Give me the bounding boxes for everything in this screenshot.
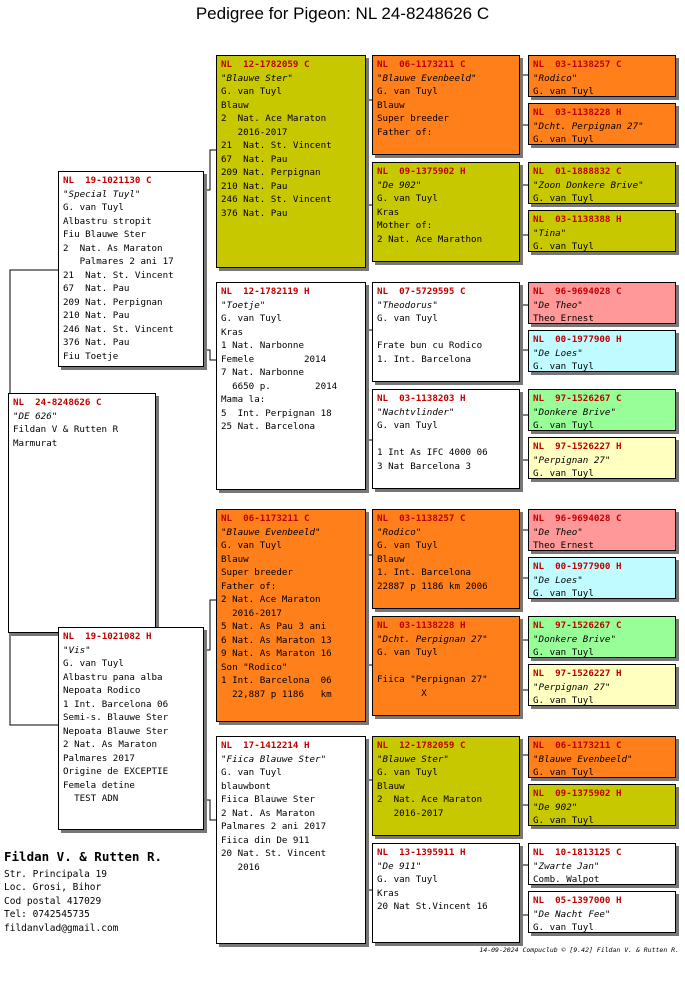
ssds-box[interactable] [528,162,676,204]
ring-number: NL 06-1173211 C [221,513,310,524]
breeder-name: G. van Tuyl [63,658,124,669]
ring-number: NL 12-1782119 H [221,286,310,297]
info-line: 67 Nat. Pau [221,153,288,165]
info-line: 20 Nat St.Vincent 16 [377,901,488,912]
sddd-box[interactable] [528,437,676,479]
breeder-name: G. van Tuyl [533,86,594,97]
info-line: 22887 p 1186 km 2006 [377,580,488,592]
breeder-name: G. van Tuyl [533,468,594,479]
breeder-name: Theo Ernest [533,313,594,324]
info-line: 67 Nat. Pau [63,283,130,294]
ring-number: NL 03-1138228 H [377,620,466,631]
info-line: 21 Nat. St. Vincent [63,269,174,281]
dss-box[interactable] [372,509,520,609]
dsd-box[interactable] [372,616,520,716]
owner-line: Cod postal 417029 [4,895,102,907]
info-line: Blauw [377,553,405,565]
ring-number: NL 24-8248626 C [13,397,102,408]
info-line: 2016 [221,861,260,873]
breeder-name: G. van Tuyl [221,86,282,97]
ring-number: NL 97-1526267 C [533,620,622,631]
breeder-name: G. van Tuyl [533,815,594,826]
info-line: 1 Nat. Narbonne [221,340,304,351]
info-line: Palmares 2017 [63,752,135,764]
info-line: Kras [377,206,400,218]
page-title: Pedigree for Pigeon: NL 24-8248626 C [195,4,490,23]
dddd-box[interactable] [528,891,676,933]
breeder-name: G. van Tuyl [63,202,124,213]
info-line: 2016-2017 [221,607,282,619]
owner-name: Fildan V. & Rutten R. [4,849,163,864]
owner-line: Str. Principala 19 [4,868,107,880]
sdds-box[interactable] [528,389,676,431]
sdsd-box[interactable] [528,330,676,372]
pigeon-name: "Perpignan 27" [533,454,611,466]
info-line: Mother of: [377,220,433,231]
pigeon-name: "De Theo" [533,526,583,538]
info-line: 209 Nat. Perpignan [63,296,163,308]
breeder-name: G. van Tuyl [377,647,438,658]
info-line: Frate bun cu Rodico [377,340,483,351]
pigeon-name: "Rodico" [377,526,422,538]
info-line: blauwbont [221,780,271,792]
sd-box[interactable] [216,282,366,490]
ring-number: NL 00-1977900 H [533,334,622,345]
info-line: 3 Nat Barcelona 3 [377,460,472,472]
breeder-name: G. van Tuyl [377,767,438,778]
info-line: Mama la: [221,394,266,405]
info-line: X [377,687,427,699]
pigeon-name: "Blauwe Evenbeeld" [533,753,633,765]
ss-box[interactable] [216,55,366,268]
dam-box[interactable] [58,627,204,830]
info-line: Fiica Blauwe Ster [221,794,316,805]
breeder-name: G. van Tuyl [377,540,438,551]
info-line: 2 Nat. Ace Maraton [221,594,321,605]
info-line: Kras [221,326,244,338]
ring-number: NL 10-1813125 C [533,847,622,858]
breeder-name: G. van Tuyl [533,193,594,204]
info-line: Super breeder [221,567,293,578]
ring-number: NL 96-9694028 C [533,286,622,297]
info-line: 2 Nat. Ace Marathon [377,233,483,245]
pigeon-name: "Donkere Brive" [533,633,616,645]
ring-number: NL 09-1375902 H [533,788,622,799]
ring-number: NL 03-1138257 C [533,59,622,70]
info-line: 5 Int. Perpignan 18 [221,407,332,419]
breeder-name: G. van Tuyl [533,695,594,706]
info-line: Origine de EXCEPTIE [63,766,169,777]
breeder-name: G. van Tuyl [377,313,438,324]
pigeon-name: "Nachtvlinder" [377,406,455,418]
ring-number: NL 13-1395911 H [377,847,466,858]
info-line: 6 Nat. As Maraton 13 [221,634,332,646]
dsss-box[interactable] [528,509,676,551]
info-line: 2 Nat. As Maraton [221,807,316,819]
info-line: Blauw [377,780,405,792]
breeder-name: G. van Tuyl [377,86,438,97]
info-line: 2 Nat. As Maraton [63,242,163,254]
breeder-name: G. van Tuyl [377,193,438,204]
info-line: 2 Nat. Ace Maraton [377,794,483,805]
info-line: 1. Int. Barcelona [377,353,472,365]
info-line: Femele 2014 [221,353,327,365]
breeder-name: G. van Tuyl [377,874,438,885]
dd-box[interactable] [216,736,366,944]
breeder-name: Fildan V & Rutten R [13,424,119,435]
pigeon-name: "Donkere Brive" [533,406,616,418]
pigeon-name: "Blauwe Evenbeeld" [377,72,477,84]
info-line: Nepoata Blauwe Ster [63,725,169,737]
dssd-box[interactable] [528,557,676,599]
ring-number: NL 06-1173211 C [377,59,466,70]
subject-box[interactable] [8,393,156,633]
ring-number: NL 06-1173211 C [533,740,622,751]
pigeon-name: "Toetje" [221,299,266,311]
info-line: 25 Nat. Barcelona [221,421,316,432]
pigeon-name: "Rodico" [533,72,578,84]
pigeon-name: "Tina" [533,227,567,239]
info-line: 2016-2017 [221,126,288,138]
info-line [377,660,515,674]
pigeon-name: "Dcht. Perpignan 27" [377,633,488,645]
ring-number: NL 00-1977900 H [533,561,622,572]
ring-number: NL 19-1021130 C [63,175,152,186]
breeder-name: G. van Tuyl [377,420,438,431]
owner-line: Tel: 0742545735 [4,909,90,920]
dsds-box[interactable] [528,616,676,658]
info-line: Blauw [221,553,249,565]
info-line: Father of: [377,126,433,138]
info-line: Fiu Toetje [63,350,119,362]
breeder-name: G. van Tuyl [533,361,594,372]
breeder-name: G. van Tuyl [533,922,594,933]
info-line: Father of: [221,580,277,592]
ring-number: NL 07-5729595 C [377,286,466,297]
info-line: Femela detine [63,779,135,791]
ddd-box[interactable] [372,843,520,943]
info-line: Fiica din De 911 [221,834,310,846]
pigeon-name: "De Loes" [533,347,583,359]
info-line [377,433,515,447]
info-line: Fiu Blauwe Ster [63,229,146,240]
info-line: Palmares 2 ani 17 [63,256,174,267]
ring-number: NL 17-1412214 H [221,740,310,751]
info-line: 2 Nat. Ace Maraton [221,113,327,124]
breeder-name: G. van Tuyl [533,241,594,252]
pigeon-name: "Dcht. Perpignan 27" [533,120,644,132]
info-line: 246 Nat. St. Vincent [63,323,174,335]
info-line: 1 Int. Barcelona 06 [63,698,169,710]
pigeon-name: "Special Tuyl" [63,188,141,200]
info-line: Blauw [377,99,405,111]
pigeon-name: "Blauwe Ster" [221,72,293,84]
breeder-name: G. van Tuyl [221,767,282,778]
info-line: 7 Nat. Narbonne [221,367,304,378]
sdd-box[interactable] [372,389,520,489]
info-line: 22,887 p 1186 km [221,688,332,700]
info-line: 2 Nat. As Maraton [63,739,158,750]
pigeon-name: "De Nacht Fee" [533,908,611,920]
ring-number: NL 03-1138228 H [533,107,622,118]
info-line: 376 Nat. Pau [221,207,288,219]
pigeon-name: "Vis" [63,644,91,656]
breeder-name: Theo Ernest [533,540,594,551]
ring-number: NL 03-1138203 H [377,393,466,404]
pigeon-name: "Blauwe Evenbeeld" [221,526,321,538]
info-line: 5 Nat. As Pau 3 ani [221,621,327,632]
owner-email: fildanvlad@gmail.com [4,922,119,934]
info-line: 9 Nat. As Maraton 16 [221,648,332,659]
ring-number: NL 01-1888832 C [533,166,622,177]
ring-number: NL 97-1526227 H [533,668,622,679]
info-line: 209 Nat. Perpignan [221,167,321,178]
pigeon-name: "De 902" [533,801,578,813]
pigeon-name: "De 902" [377,179,422,191]
info-line: Albastru stropit [63,215,152,227]
ds-box[interactable] [216,509,366,722]
ring-number: NL 03-1138257 C [377,513,466,524]
ddsd-box[interactable] [528,784,676,826]
info-line: 376 Nat. Pau [63,337,130,348]
footer-credit: 14-09-2024 Compuclub © [9.42] Fildan V. & Rutten R. [479,946,679,954]
info-line: 210 Nat. Pau [63,310,130,321]
pigeon-name: "De 911" [377,860,422,872]
pigeon-name: "Theodorus" [377,299,438,311]
breeder-name: G. van Tuyl [533,420,594,431]
ring-number: NL 97-1526227 H [533,441,622,452]
ring-number: NL 19-1021082 H [63,631,152,642]
pigeon-name: "Perpignan 27" [533,681,611,693]
info-line: 21 Nat. St. Vincent [221,140,332,151]
info-line [377,326,515,340]
info-line: Nepoata Rodico [63,685,141,696]
ring-number: NL 09-1375902 H [377,166,466,177]
pigeon-name: "De Theo" [533,299,583,311]
info-line: 210 Nat. Pau [221,180,288,192]
sdss-box[interactable] [528,282,676,324]
pigeon-name: "DE 626" [13,410,58,422]
pigeon-name: "De Loes" [533,574,583,586]
dsdd-box[interactable] [528,664,676,706]
info-line: 20 Nat. St. Vincent [221,848,327,859]
info-line: 1. Int. Barcelona [377,567,472,578]
dds-box[interactable] [372,736,520,836]
info-line: Super breeder [377,113,449,124]
ssdd-box[interactable] [528,210,676,252]
info-line: Albastru pana alba [63,671,163,683]
info-line: Son "Rodico" [221,661,288,673]
breeder-name: G. van Tuyl [533,647,594,658]
ring-number: NL 12-1782059 C [221,59,310,70]
ring-number: NL 97-1526267 C [533,393,622,404]
ring-number: NL 05-1397000 H [533,895,622,906]
ring-number: NL 96-9694028 C [533,513,622,524]
breeder-name: G. van Tuyl [533,134,594,145]
ddds-box[interactable] [528,843,676,885]
breeder-name: G. van Tuyl [221,313,282,324]
info-line: Marmurat [13,437,58,449]
pigeon-name: "Zwarte Jan" [533,860,600,872]
info-line: 246 Nat. St. Vincent [221,194,332,205]
info-line: 2016-2017 [377,807,444,819]
ring-number: NL 12-1782059 C [377,740,466,751]
ring-number: NL 03-1138388 H [533,214,622,225]
sire-box[interactable] [58,171,204,367]
info-line: Semi-s. Blauwe Ster [63,712,169,723]
owner-block [4,850,162,935]
info-line: 1 Int. Barcelona 06 [221,675,332,686]
info-line: Palmares 2 ani 2017 [221,821,327,832]
sss-box[interactable] [372,55,520,155]
info-line: Kras [377,887,400,899]
breeder-name: G. van Tuyl [221,540,282,551]
breeder-name: Comb. Walpot [533,874,600,885]
info-line: TEST ADN [63,793,119,804]
pigeon-name: "Blauwe Ster" [377,753,449,765]
pigeon-name: "Zoon Donkere Brive" [533,179,644,191]
ssss-box[interactable] [528,55,676,97]
info-line: 1 Int As IFC 4000 06 [377,447,488,458]
sds-box[interactable] [372,282,520,382]
sssd-box[interactable] [528,103,676,145]
owner-line: Loc. Grosi, Bihor [4,882,102,893]
breeder-name: G. van Tuyl [533,588,594,599]
breeder-name: G. van Tuyl [533,767,594,778]
pigeon-name: "Fiica Blauwe Ster" [221,753,327,765]
info-line: 6650 p. 2014 [221,380,338,392]
ssd-box[interactable] [372,162,520,262]
info-line: Blauw [221,99,249,111]
info-line: Fiica "Perpignan 27" [377,674,488,685]
ddss-box[interactable] [528,736,676,778]
